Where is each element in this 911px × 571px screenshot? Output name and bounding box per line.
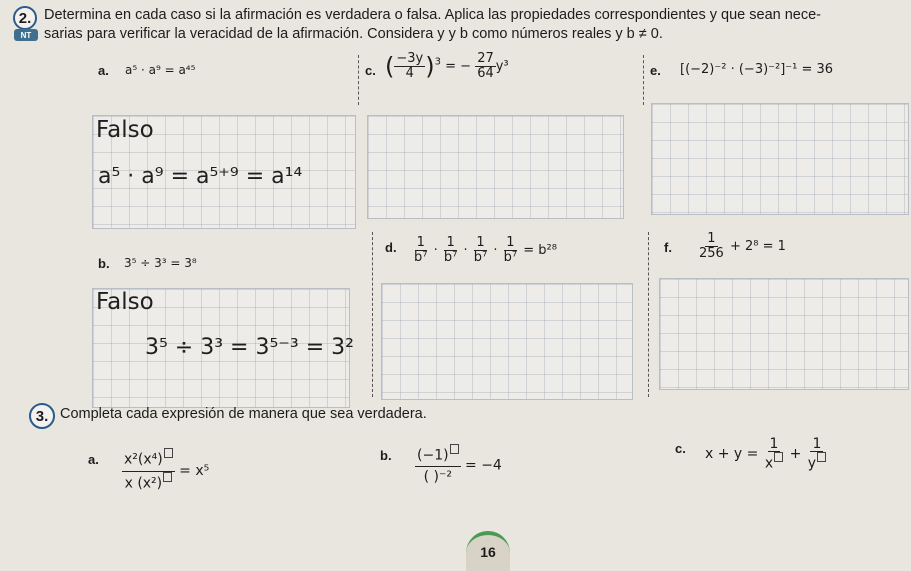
item-c-expression: ( $\frac{-3y}{4}$ )$^3$ = − $\frac{27}{64}$ y³: [385, 51, 509, 81]
item-a-expression: a⁵ · a⁹ = a⁴⁵: [125, 63, 196, 77]
item-c-rhs-den: 64: [477, 66, 494, 81]
q3-item-b-blank-1[interactable]: [450, 444, 459, 454]
q3-item-c-plus: +: [789, 445, 802, 462]
q3-item-c-blank-2[interactable]: [817, 452, 826, 462]
q3-item-c-expression: [705, 437, 828, 471]
item-c-lhs-exp: 3: [434, 56, 441, 68]
separator-1: [358, 55, 359, 105]
q3-item-b-rhs: = −4: [465, 457, 502, 474]
q3-item-a-num-text: x²(x⁴): [124, 451, 163, 468]
item-a-answer: Falso: [96, 117, 154, 143]
q3-item-a-blank-2[interactable]: [163, 472, 172, 482]
item-f-expression: [697, 232, 786, 261]
q3-item-c-num-1: 1: [769, 436, 779, 452]
q3-item-b-num: [415, 444, 461, 467]
q3-instruction: Completa cada expresión de manera que sea verdadera.: [60, 406, 427, 422]
item-c-rhs-prefix: = −: [445, 59, 472, 74]
item-a-work: a⁵ · a⁹ = a⁵⁺⁹ = a¹⁴: [98, 164, 303, 189]
item-b-work: 3⁵ ÷ 3³ = 3⁵⁻³ = 3²: [145, 335, 354, 360]
item-e-expression: [(−2)⁻² · (−3)⁻²]⁻¹ = 36: [680, 62, 834, 77]
item-d-label: d.: [385, 240, 397, 255]
item-f-label: f.: [664, 240, 672, 255]
item-f-den: 256: [699, 246, 724, 261]
item-f-num: 1: [707, 231, 716, 246]
item-d-dot-2: ·: [463, 243, 468, 258]
item-d-rhs: = b²⁸: [523, 243, 557, 258]
item-c-label: c.: [365, 63, 376, 78]
question-3-number: 3.: [29, 403, 55, 429]
item-a-label: a.: [98, 63, 109, 78]
nt-tag-badge: NT: [14, 29, 38, 41]
item-b-label: b.: [98, 256, 110, 271]
q3-item-c-num-2: 1: [812, 436, 822, 452]
item-c-rhs-suffix: y³: [495, 59, 509, 74]
q2-instruction: [44, 6, 904, 44]
q3-item-a-rhs: = x⁵: [179, 463, 210, 480]
q3-item-b-num-text: (−1): [417, 447, 449, 464]
q3-item-b-expression: [415, 444, 502, 487]
q3-item-c-den-2: [806, 452, 828, 471]
item-d-den-1: b⁷: [414, 250, 428, 265]
q3-item-a-blank-1[interactable]: [164, 448, 173, 458]
item-b-expression: 3⁵ ÷ 3³ = 3⁸: [124, 256, 197, 270]
q3-item-a-label: a.: [88, 452, 99, 467]
q2-instruction-line1: Determina en cada caso si la afirmación es verdadera o falsa. Aplica las propiedades correspondientes y que sean nece-: [44, 7, 822, 23]
item-c-lhs-num: −3y: [396, 51, 424, 66]
answer-grid-e: [651, 103, 909, 215]
item-f-rhs: + 2⁸ = 1: [729, 239, 786, 254]
item-d-den-3: b⁷: [473, 250, 488, 265]
item-b-answer: Falso: [96, 289, 154, 315]
item-c-lhs-den: 4: [405, 66, 414, 81]
q3-item-c-den-2-text: y: [807, 455, 817, 472]
q3-item-a-num: [122, 448, 175, 472]
item-d-expression: [412, 236, 557, 265]
q3-item-c-label: c.: [675, 441, 686, 456]
q3-item-c-den-1-text: x: [764, 455, 774, 472]
item-d-den-4: b⁷: [503, 250, 518, 265]
item-c-rhs-num: 27: [477, 51, 494, 66]
q3-item-c-den-1: [763, 452, 785, 471]
q3-item-a-den: [123, 472, 175, 495]
q2-instruction-line2: sarias para verificar la veracidad de la afirmación. Considera y y b como números reales y b ≠ 0.: [44, 26, 663, 42]
item-d-num-2: 1: [446, 235, 455, 250]
q3-item-c-blank-1[interactable]: [774, 452, 783, 462]
q3-item-a-den-text: x (x²): [124, 475, 163, 492]
item-d-dot-1: ·: [433, 243, 438, 258]
item-e-label: e.: [650, 63, 661, 78]
q3-item-a-expression: [122, 448, 209, 494]
item-d-num-4: 1: [506, 235, 515, 250]
item-d-num-1: 1: [416, 235, 425, 250]
item-d-dot-3: ·: [493, 243, 498, 258]
page-number: 16: [466, 531, 510, 571]
item-d-num-3: 1: [476, 235, 485, 250]
item-d-den-2: b⁷: [443, 250, 458, 265]
separator-2: [643, 55, 644, 105]
question-2-number: 2.: [13, 6, 37, 30]
answer-grid-c: [367, 115, 624, 219]
answer-grid-f: [659, 278, 909, 390]
q3-item-b-label: b.: [380, 448, 392, 463]
separator-4: [648, 232, 649, 397]
answer-grid-d: [381, 283, 633, 400]
separator-3: [372, 232, 373, 397]
q3-item-c-lhs: x + y =: [705, 445, 759, 462]
q3-item-b-den: ( )⁻²: [423, 468, 452, 485]
